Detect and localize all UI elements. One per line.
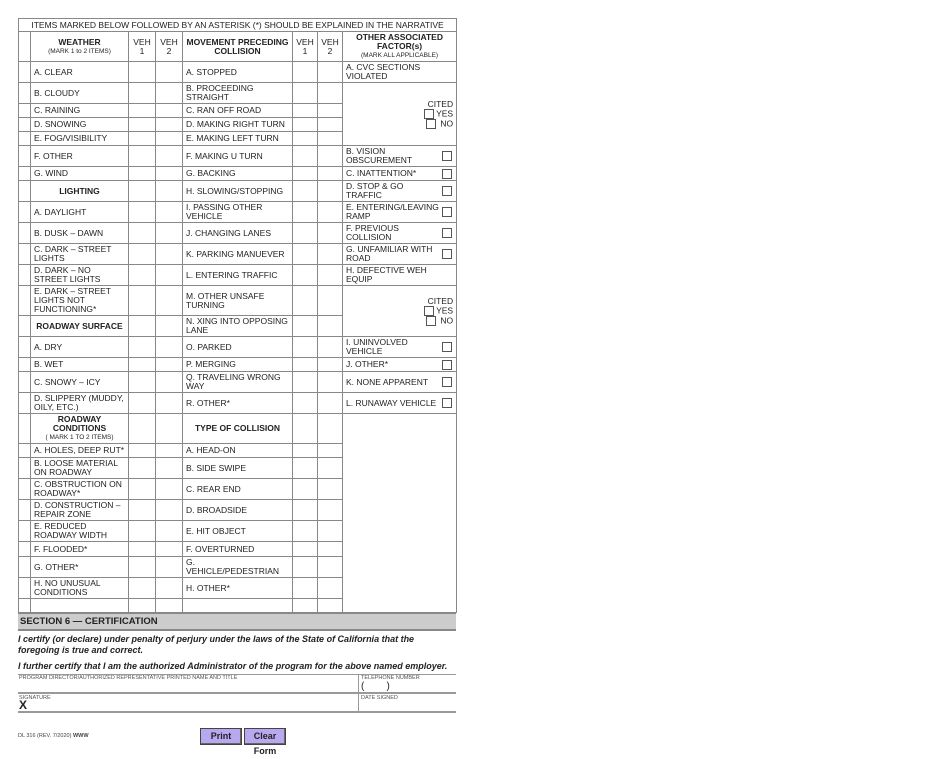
veh2-checkbox[interactable] [156,181,183,202]
veh1-header: VEH 1 [293,32,318,62]
section-heading: TYPE OF COLLISION [183,414,293,444]
veh1-checkbox[interactable] [129,414,156,444]
veh1-checkbox[interactable] [129,62,156,83]
veh1-checkbox[interactable] [129,337,156,358]
veh1-checkbox[interactable] [129,542,156,557]
condition-label: A. DRY [31,337,129,358]
signature-field[interactable]: X [19,698,28,712]
condition-label: F. FLOODED* [31,542,129,557]
movement-label: C. RAN OFF ROAD [183,104,293,118]
row-marker [19,393,31,414]
movement-label: D. MAKING RIGHT TURN [183,118,293,132]
factor-b: B. VISION OBSCUREMENT [343,146,457,167]
table-row [19,83,457,104]
name-title-label: PROGRAM DIRECTOR/AUTHORIZED REPRESENTATIVE PRINTED NAME AND TITLE [19,675,238,681]
veh2-checkbox[interactable] [318,542,343,557]
row-marker [19,83,31,104]
veh2-checkbox[interactable] [318,393,343,414]
veh2-checkbox[interactable] [318,500,343,521]
veh1-checkbox[interactable] [293,118,318,132]
veh1-checkbox[interactable] [293,599,318,613]
factor-d: D. STOP & GO TRAFFIC [343,181,457,202]
factor-checkbox[interactable] [442,398,452,408]
table-row [19,146,457,167]
veh2-checkbox[interactable] [156,479,183,500]
veh2-checkbox[interactable] [156,444,183,458]
veh1-checkbox[interactable] [129,458,156,479]
condition-label: B. DUSK – DAWN [31,223,129,244]
veh1-checkbox[interactable] [293,358,318,372]
condition-label: D. SNOWING [31,118,129,132]
certify-statement: I certify (or declare) under penalty of perjury under the laws of the State of California that the foregoing is true and correct. [18,634,415,655]
veh2-checkbox[interactable] [156,557,183,578]
row-marker [19,286,31,316]
veh2-checkbox[interactable] [156,83,183,104]
veh1-checkbox[interactable] [293,202,318,223]
veh2-checkbox[interactable] [318,104,343,118]
veh1-checkbox[interactable] [293,223,318,244]
veh2-checkbox[interactable] [318,202,343,223]
factor-g: G. UNFAMILIAR WITH ROAD [343,244,457,265]
factor-k: K. NONE APPARENT [343,372,457,393]
table-row [19,372,457,393]
veh2-checkbox[interactable] [156,542,183,557]
factor-checkbox[interactable] [442,186,452,196]
veh1-checkbox[interactable] [293,286,318,316]
veh1-checkbox[interactable] [293,500,318,521]
other-factors-header: OTHER ASSOCIATED FACTOR(s) (MARK ALL APPLICABLE) [343,32,457,62]
veh2-checkbox[interactable] [156,223,183,244]
condition-label: C. SNOWY – ICY [31,372,129,393]
factor-h: H. DEFECTIVE WEH EQUIP [343,265,457,286]
movement-label: K. PARKING MANUEVER [183,244,293,265]
veh2-checkbox[interactable] [318,444,343,458]
veh2-checkbox[interactable] [318,414,343,444]
veh1-checkbox[interactable] [129,202,156,223]
veh1-checkbox[interactable] [129,479,156,500]
movement-label: L. ENTERING TRAFFIC [183,265,293,286]
collision-factors-table [18,18,457,613]
veh1-checkbox[interactable] [293,542,318,557]
table-row [19,244,457,265]
veh1-checkbox[interactable] [293,414,318,444]
cited-no-checkbox[interactable] [426,316,436,326]
row-marker [19,578,31,599]
factor-c: C. INATTENTION* [343,167,457,181]
section-6-header: SECTION 6 — CERTIFICATION [18,613,456,631]
row-marker [19,167,31,181]
row-marker [19,444,31,458]
row-marker [19,414,31,444]
veh1-checkbox[interactable] [293,62,318,83]
table-row [19,265,457,286]
phone-field[interactable]: ( ) [361,681,390,692]
veh2-checkbox[interactable] [318,167,343,181]
cited-yes-checkbox[interactable] [424,306,434,316]
condition-label: A. HOLES, DEEP RUT* [31,444,129,458]
table-row [19,167,457,181]
veh2-checkbox[interactable] [318,83,343,104]
administrator-statement: I further certify that I am the authorized Administrator of the program for the above named employer. [18,661,448,671]
condition-label: B. WET [31,358,129,372]
form-page [18,18,458,756]
veh1-checkbox[interactable] [129,444,156,458]
factor-checkbox[interactable] [442,360,452,370]
veh2-checkbox[interactable] [318,316,343,337]
movement-label: O. PARKED [183,337,293,358]
veh1-checkbox[interactable] [129,372,156,393]
veh2-checkbox[interactable] [156,244,183,265]
veh2-checkbox[interactable] [318,146,343,167]
veh2-checkbox[interactable] [156,202,183,223]
movement-label: I. PASSING OTHER VEHICLE [183,202,293,223]
veh2-checkbox[interactable] [156,286,183,316]
veh2-checkbox[interactable] [318,223,343,244]
row-marker [19,181,31,202]
row-marker [19,458,31,479]
print-button[interactable]: Print [200,728,242,745]
veh1-checkbox[interactable] [129,83,156,104]
veh2-checkbox[interactable] [318,372,343,393]
veh2-header: VEH 2 [318,32,343,62]
veh2-checkbox[interactable] [156,146,183,167]
factor-i: I. UNINVOLVED VEHICLE [343,337,457,358]
cited-group: CITED YES NO [343,286,457,337]
veh2-checkbox[interactable] [156,265,183,286]
row-marker [19,557,31,578]
cited-no-checkbox[interactable] [426,119,436,129]
veh1-checkbox[interactable] [129,500,156,521]
factor-e: E. ENTERING/LEAVING RAMP [343,202,457,223]
row-marker [19,358,31,372]
movement-label: A. HEAD-ON [183,444,293,458]
movement-label: C. REAR END [183,479,293,500]
veh2-header: VEH 2 [156,32,183,62]
veh1-checkbox[interactable] [293,316,318,337]
veh2-checkbox[interactable] [318,578,343,599]
veh1-checkbox[interactable] [293,146,318,167]
veh1-checkbox[interactable] [293,393,318,414]
row-marker [19,104,31,118]
movement-header: MOVEMENT PRECEDING COLLISION [183,32,293,62]
movement-label: G. BACKING [183,167,293,181]
row-marker [19,316,31,337]
condition-label: E. FOG/VISIBILITY [31,132,129,146]
condition-label: B. LOOSE MATERIAL ON ROADWAY [31,458,129,479]
veh2-checkbox[interactable] [318,181,343,202]
veh1-checkbox[interactable] [293,83,318,104]
cited-yes-checkbox[interactable] [424,109,434,119]
movement-label: P. MERGING [183,358,293,372]
condition-label: D. DARK – NO STREET LIGHTS [31,265,129,286]
veh2-checkbox[interactable] [156,500,183,521]
movement-label: E. HIT OBJECT [183,521,293,542]
signature-block [18,674,456,712]
row-marker [19,202,31,223]
row-marker [19,542,31,557]
table-row [19,286,457,316]
movement-label: N. XING INTO OPPOSING LANE [183,316,293,337]
veh1-checkbox[interactable] [293,265,318,286]
veh1-checkbox[interactable] [129,181,156,202]
condition-label: F. OTHER [31,146,129,167]
veh1-checkbox[interactable] [293,337,318,358]
veh2-checkbox[interactable] [318,244,343,265]
table-row [19,414,457,444]
condition-label: D. SLIPPERY (MUDDY, OILY, ETC.) [31,393,129,414]
condition-label: G. WIND [31,167,129,181]
veh1-checkbox[interactable] [293,181,318,202]
table-row [19,223,457,244]
row-marker [19,118,31,132]
veh1-checkbox[interactable] [129,265,156,286]
veh1-checkbox[interactable] [129,557,156,578]
factor-checkbox[interactable] [442,249,452,259]
movement-label: B. SIDE SWIPE [183,458,293,479]
movement-label: H. OTHER* [183,578,293,599]
veh2-checkbox[interactable] [318,62,343,83]
veh2-checkbox[interactable] [318,521,343,542]
factor-checkbox[interactable] [442,151,452,161]
movement-label: F. OVERTURNED [183,542,293,557]
row-marker [19,244,31,265]
veh1-checkbox[interactable] [129,521,156,542]
veh2-checkbox[interactable] [156,578,183,599]
veh2-checkbox[interactable] [156,104,183,118]
factor-checkbox[interactable] [442,169,452,179]
movement-label [183,599,293,613]
row-marker [19,500,31,521]
veh2-checkbox[interactable] [156,337,183,358]
veh1-checkbox[interactable] [129,393,156,414]
veh1-checkbox[interactable] [293,557,318,578]
signature-label: SIGNATURE [19,695,51,701]
movement-label: J. CHANGING LANES [183,223,293,244]
row-marker [19,265,31,286]
veh2-checkbox[interactable] [156,372,183,393]
row-marker [19,479,31,500]
condition-label: G. OTHER* [31,557,129,578]
condition-label: H. NO UNUSUAL CONDITIONS [31,578,129,599]
movement-label: D. BROADSIDE [183,500,293,521]
movement-label: A. STOPPED [183,62,293,83]
veh1-checkbox[interactable] [293,479,318,500]
condition-label: C. DARK – STREET LIGHTS [31,244,129,265]
veh1-checkbox[interactable] [129,104,156,118]
veh1-checkbox[interactable] [129,578,156,599]
factor-l: L. RUNAWAY VEHICLE [343,393,457,414]
veh2-checkbox[interactable] [156,167,183,181]
movement-label: M. OTHER UNSAFE TURNING [183,286,293,316]
veh2-checkbox[interactable] [318,458,343,479]
factor-checkbox[interactable] [442,342,452,352]
veh2-checkbox[interactable] [156,393,183,414]
veh1-checkbox[interactable] [129,286,156,316]
veh2-checkbox[interactable] [156,358,183,372]
veh1-checkbox[interactable] [129,244,156,265]
row-marker [19,599,31,613]
condition-label: D. CONSTRUCTION – REPAIR ZONE [31,500,129,521]
veh1-checkbox[interactable] [129,146,156,167]
row-marker [19,132,31,146]
clear-form-button[interactable]: Clear Form [244,728,286,745]
veh1-checkbox[interactable] [129,223,156,244]
veh2-checkbox[interactable] [156,521,183,542]
section-heading: ROADWAY CONDITIONS ( MARK 1 TO 2 ITEMS) [31,414,129,444]
movement-label: G. VEHICLE/PEDESTRIAN [183,557,293,578]
row-marker [19,146,31,167]
table-row [19,62,457,83]
condition-label: E. DARK – STREET LIGHTS NOT FUNCTIONING* [31,286,129,316]
cited-group: CITED YES NO [343,83,457,146]
veh1-checkbox[interactable] [293,458,318,479]
factor-checkbox[interactable] [442,228,452,238]
veh1-checkbox[interactable] [129,118,156,132]
condition-label: B. CLOUDY [31,83,129,104]
veh2-checkbox[interactable] [156,599,183,613]
veh2-checkbox[interactable] [318,557,343,578]
veh2-checkbox[interactable] [156,132,183,146]
veh1-header: VEH 1 [129,32,156,62]
movement-label: E. MAKING LEFT TURN [183,132,293,146]
weather-header: WEATHER (MARK 1 to 2 ITEMS) [31,32,129,62]
veh2-checkbox[interactable] [156,316,183,337]
veh1-checkbox[interactable] [129,599,156,613]
veh1-checkbox[interactable] [129,132,156,146]
narrative-note: ITEMS MARKED BELOW FOLLOWED BY AN ASTERISK (*) SHOULD BE EXPLAINED IN THE NARRATIVE [19,19,457,32]
section-heading: LIGHTING [31,181,129,202]
form-id: DL 316 (REV. 7/2020) WWW [18,733,89,739]
factor-a: A. CVC SECTIONS VIOLATED [343,62,457,83]
veh2-checkbox[interactable] [156,414,183,444]
movement-label: Q. TRAVELING WRONG WAY [183,372,293,393]
veh2-checkbox[interactable] [156,118,183,132]
veh2-checkbox[interactable] [156,62,183,83]
movement-label: H. SLOWING/STOPPING [183,181,293,202]
veh1-checkbox[interactable] [293,167,318,181]
factor-f: F. PREVIOUS COLLISION [343,223,457,244]
veh1-checkbox[interactable] [293,521,318,542]
veh2-checkbox[interactable] [318,286,343,316]
movement-label: B. PROCEEDING STRAIGHT [183,83,293,104]
phone-label: TELEPHONE NUMBER [361,675,420,681]
factor-checkbox[interactable] [442,377,452,387]
veh1-checkbox[interactable] [293,104,318,118]
row-marker [19,223,31,244]
table-row [19,393,457,414]
veh1-checkbox[interactable] [129,358,156,372]
date-signed-label: DATE SIGNED [361,695,398,701]
veh1-checkbox[interactable] [293,444,318,458]
table-row [19,358,457,372]
condition-label: C. RAINING [31,104,129,118]
blank-cell [343,414,457,613]
veh2-checkbox[interactable] [318,358,343,372]
veh1-checkbox[interactable] [293,372,318,393]
veh1-checkbox[interactable] [129,316,156,337]
veh1-checkbox[interactable] [129,167,156,181]
factor-j: J. OTHER* [343,358,457,372]
movement-label: F. MAKING U TURN [183,146,293,167]
veh2-checkbox[interactable] [318,337,343,358]
veh2-checkbox[interactable] [318,118,343,132]
veh2-checkbox[interactable] [318,479,343,500]
veh2-checkbox[interactable] [156,458,183,479]
condition-label: A. DAYLIGHT [31,202,129,223]
row-marker [19,337,31,358]
factor-checkbox[interactable] [442,207,452,217]
veh1-checkbox[interactable] [293,578,318,599]
section-heading: ROADWAY SURFACE [31,316,129,337]
footer [18,712,456,756]
veh1-checkbox[interactable] [293,132,318,146]
veh2-checkbox[interactable] [318,132,343,146]
veh1-checkbox[interactable] [293,244,318,265]
condition-label: C. OBSTRUCTION ON ROADWAY* [31,479,129,500]
row-marker [19,521,31,542]
veh2-checkbox[interactable] [318,265,343,286]
condition-label [31,599,129,613]
table-row [19,181,457,202]
row-marker [19,62,31,83]
table-row [19,337,457,358]
table-row [19,202,457,223]
condition-label: A. CLEAR [31,62,129,83]
movement-label: R. OTHER* [183,393,293,414]
name-title-field[interactable] [18,682,356,692]
veh2-checkbox[interactable] [318,599,343,613]
row-marker [19,372,31,393]
condition-label: E. REDUCED ROADWAY WIDTH [31,521,129,542]
date-signed-field[interactable] [361,702,456,711]
